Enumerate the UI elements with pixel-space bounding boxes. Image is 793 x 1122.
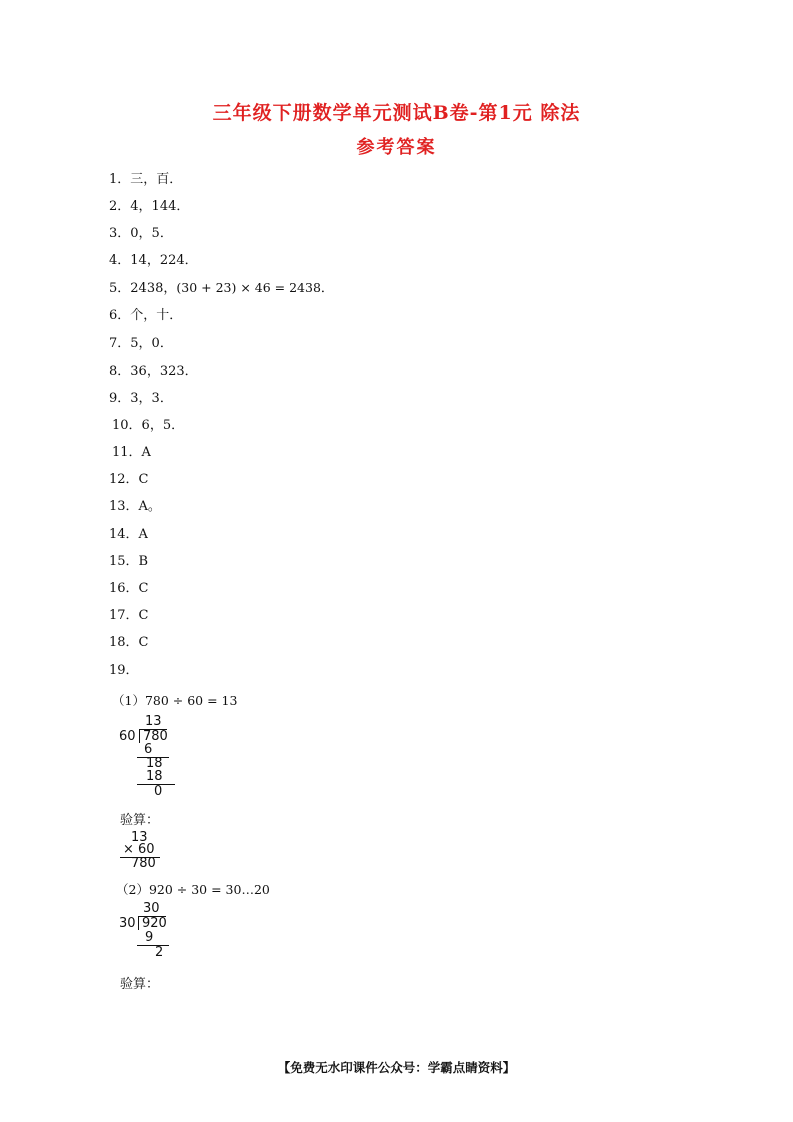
answer-text: A xyxy=(141,445,151,460)
answer-text: 三，百． xyxy=(130,172,183,187)
partial-product: 6 xyxy=(144,742,153,757)
answer-item xyxy=(109,391,173,407)
answer-item xyxy=(109,472,149,488)
multiplicand: 13 xyxy=(131,830,148,845)
answer-number: 5． xyxy=(109,281,131,296)
answer-item xyxy=(109,635,149,651)
answer-text: 2438， xyxy=(130,281,177,296)
answer-text: C xyxy=(138,608,149,623)
document-subtitle: 参考答案 xyxy=(356,137,437,158)
answer-item xyxy=(109,499,161,515)
answer-number: 11． xyxy=(112,445,142,460)
footer-note: 【免费无水印课件公众号：学霸点睛资料】 xyxy=(277,1060,516,1075)
answer-item xyxy=(109,226,173,242)
answer-number: 18． xyxy=(109,635,139,650)
remainder: 2 xyxy=(155,945,164,960)
answer-text: B xyxy=(138,554,149,569)
answer-item xyxy=(109,554,148,570)
answer-number: 6． xyxy=(109,308,131,323)
divisor: 30 xyxy=(119,916,136,931)
subtraction-line xyxy=(137,945,169,946)
answer-equation: (30 + 23) × 46 = 2438 xyxy=(176,280,321,295)
product: 780 xyxy=(131,856,156,871)
answer-number: 1． xyxy=(109,172,131,187)
answer-item xyxy=(109,336,173,352)
answer-number: 15． xyxy=(109,554,139,569)
answer-item xyxy=(112,445,151,461)
answer-number: 14． xyxy=(109,527,139,542)
answer-text: C xyxy=(138,635,149,650)
answer-number: 13． xyxy=(109,499,139,514)
answer-text: 4，144． xyxy=(130,199,190,214)
answer-number: 17． xyxy=(109,608,139,623)
document-title: 三年级下册数学单元测试B卷-第1元 除法 xyxy=(212,102,581,124)
answer-text: 36，323． xyxy=(130,364,198,379)
q19-part2-equation-line xyxy=(116,880,270,898)
answer-number: 8． xyxy=(109,364,131,379)
answer-number: 16． xyxy=(109,581,139,596)
answer-text: 0，5． xyxy=(130,226,173,241)
answer-text: A xyxy=(138,527,148,542)
answer-item xyxy=(109,581,149,597)
answer-item xyxy=(109,608,149,624)
dividend: 920 xyxy=(142,916,167,931)
answer-item xyxy=(109,199,189,215)
remainder: 0 xyxy=(154,784,163,799)
answer-text: 3，3． xyxy=(130,391,173,406)
check-label: 验算： xyxy=(120,977,160,992)
answer-text: 14，224． xyxy=(130,253,198,268)
partial-product: 9 xyxy=(145,930,154,945)
answer-item xyxy=(109,280,334,297)
quotient: 13 xyxy=(145,714,162,729)
partial-product: 18 xyxy=(146,769,163,784)
answer-number: 19． xyxy=(109,663,139,678)
part-label: （1） xyxy=(112,693,145,708)
answer-number: 7． xyxy=(109,336,131,351)
answer-text: 5，0． xyxy=(130,336,173,351)
answer-number: 9． xyxy=(109,391,131,406)
answer-tail: ． xyxy=(320,281,334,296)
answer-text: C xyxy=(138,472,149,487)
division-bracket xyxy=(138,916,139,930)
quotient: 30 xyxy=(143,901,160,916)
answer-item xyxy=(109,663,139,679)
check-label: 验算： xyxy=(120,813,160,828)
answer-number: 12． xyxy=(109,472,139,487)
answer-text: A。 xyxy=(138,499,161,514)
division-equation: 780 ÷ 60 = 13 xyxy=(144,693,238,708)
answer-text: C xyxy=(138,581,149,596)
division-bracket xyxy=(139,729,140,743)
partial-remainder: 18 xyxy=(146,756,163,771)
answer-item xyxy=(109,253,198,269)
answer-number: 10． xyxy=(112,418,142,433)
answer-item xyxy=(109,364,198,380)
multiplier: × 60 xyxy=(123,842,155,857)
q19-part1-equation-line xyxy=(112,691,237,709)
divisor: 60 xyxy=(119,729,136,744)
answer-item xyxy=(112,418,184,434)
answer-text: 个，十． xyxy=(130,308,183,323)
answer-number: 4． xyxy=(109,253,131,268)
answer-number: 2． xyxy=(109,199,131,214)
answer-item xyxy=(109,308,182,324)
answer-item xyxy=(109,527,148,543)
part-label: （2） xyxy=(116,882,149,897)
division-equation: 920 ÷ 30 = 30…20 xyxy=(148,882,270,897)
answer-number: 3． xyxy=(109,226,131,241)
answer-item xyxy=(109,172,182,188)
answer-text: 6，5． xyxy=(141,418,185,433)
dividend: 780 xyxy=(143,729,168,744)
